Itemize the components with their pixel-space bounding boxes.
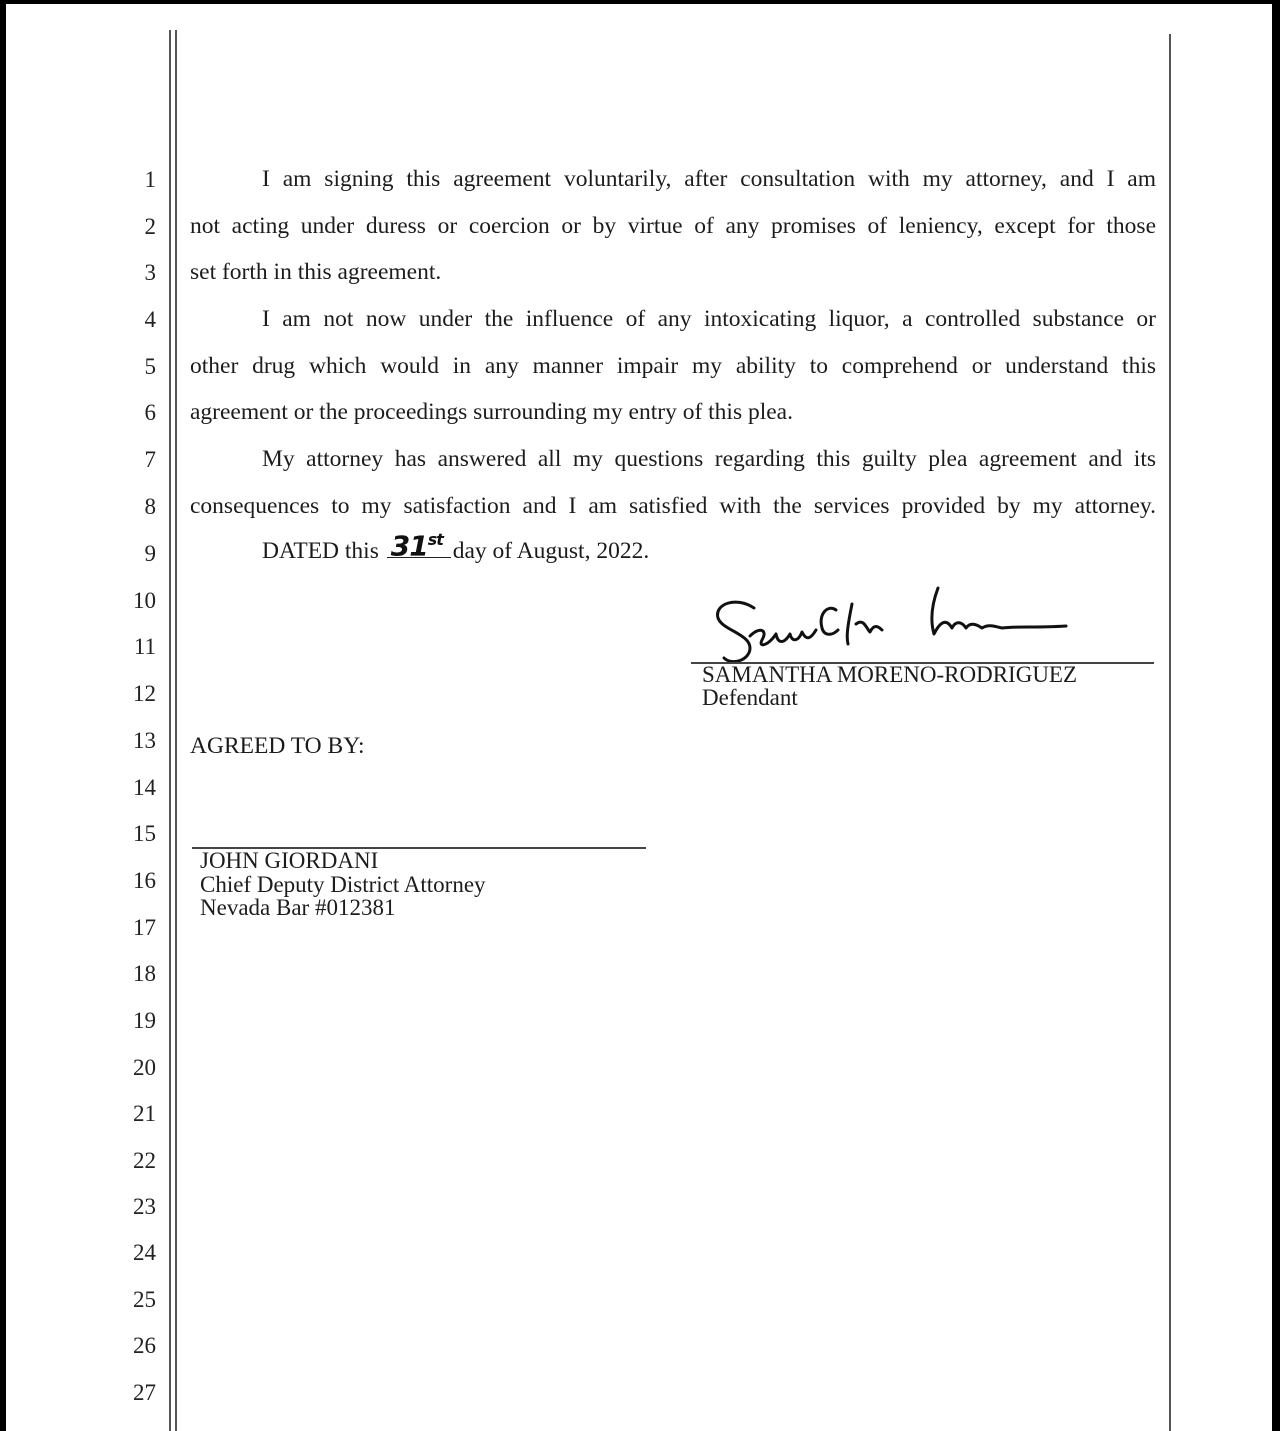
body-line-7: My attorney has answered all my questions regarding this guilty plea agreement and its [262, 446, 1156, 472]
body-line-4: I am not now under the influence of any intoxicating liquor, a controlled substance or [262, 306, 1156, 332]
line-number: 2 [144, 214, 156, 239]
line-number: 16 [133, 868, 156, 893]
right-margin-rule [1169, 34, 1171, 1431]
line-number: 7 [144, 447, 156, 472]
dated-day-blank [387, 529, 451, 563]
line-number: 10 [133, 588, 156, 613]
line-number: 18 [133, 961, 156, 986]
line-number: 21 [133, 1101, 156, 1126]
defendant-name: SAMANTHA MORENO-RODRIGUEZ [702, 662, 1078, 687]
line-number: 15 [133, 821, 156, 846]
body-line-6: agreement or the proceedings surrounding my entry of this plea. [190, 399, 793, 425]
line-number: 13 [133, 728, 156, 753]
attorney-title: Chief Deputy District Attorney [200, 872, 486, 897]
line-number: 26 [133, 1333, 156, 1358]
line-number: 3 [144, 260, 156, 285]
defendant-role: Defendant [702, 685, 798, 710]
dated-prefix: DATED this [262, 538, 379, 564]
defendant-signature [706, 574, 1076, 674]
line-number: 5 [144, 354, 156, 379]
agreed-to-by-label: AGREED TO BY: [190, 733, 365, 759]
handwritten-day [391, 525, 443, 561]
handwritten-day-suffix: st [427, 530, 443, 549]
line-number: 14 [133, 775, 156, 800]
body-line-2: not acting under duress or coercion or by virtue of any promises of leniency, except for those [190, 213, 1156, 239]
document-page [6, 4, 1272, 1431]
left-margin-rule-outer [169, 30, 171, 1431]
body-line-1: I am signing this agreement voluntarily, after consultation with my attorney, and I am [262, 166, 1156, 192]
attorney-name: JOHN GIORDANI [200, 848, 379, 873]
handwritten-day-number: 31 [390, 529, 428, 563]
line-number: 6 [144, 400, 156, 425]
dated-suffix: day of August, 2022. [452, 538, 650, 564]
line-number: 23 [133, 1194, 156, 1219]
line-number: 12 [133, 681, 156, 706]
line-number: 11 [133, 634, 156, 659]
line-number: 25 [133, 1287, 156, 1312]
line-number: 4 [144, 307, 156, 332]
body-line-3: set forth in this agreement. [190, 259, 442, 285]
line-number: 20 [133, 1055, 156, 1080]
line-number: 24 [133, 1240, 156, 1265]
line-number: 22 [133, 1148, 156, 1173]
line-number: 17 [133, 915, 156, 940]
dated-line [262, 529, 650, 566]
body-line-5: other drug which would in any manner impair my ability to comprehend or understand this [190, 353, 1156, 379]
body-line-8: consequences to my satisfaction and I am satisfied with the services provided by my attorney. [190, 493, 1156, 519]
attorney-bar-number: Nevada Bar #012381 [200, 895, 396, 920]
left-margin-rule-inner [175, 30, 177, 1431]
line-number: 27 [133, 1380, 156, 1405]
line-number: 19 [133, 1008, 156, 1033]
line-number: 8 [144, 494, 156, 519]
line-number: 1 [144, 167, 156, 192]
line-number: 9 [144, 541, 156, 566]
